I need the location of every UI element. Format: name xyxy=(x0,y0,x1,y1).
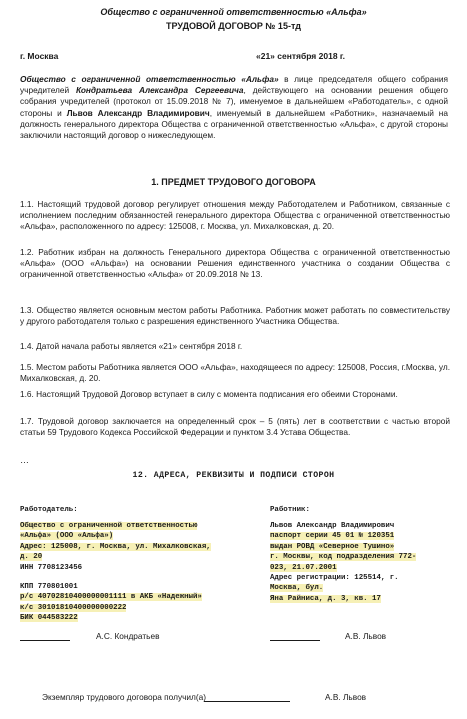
clause-1-3: 1.3. Общество является основным местом работы Работника. Работник может работать по совместительству у другого работодателя только с разрешения единственного Участника Общества. xyxy=(20,305,450,327)
employer-details xyxy=(20,521,260,624)
worker-heading: Работник: xyxy=(270,506,310,514)
clause-1-7: 1.7. Трудовой договор заключается на определенный срок – 5 (пять) лет в соответствии с частью второй статьи 59 Трудового Кодекса Российской Федерации и пунктом 3.4 Устава Общества. xyxy=(20,416,450,438)
employer-signature-line xyxy=(20,640,70,641)
worker-passport-line-3: г. Москвы, код подразделения 772- xyxy=(270,553,417,562)
employer-correspondent-account: к/с 30101810400000000222 xyxy=(20,603,127,612)
preamble-org-name: Общество с ограниченной ответственностью «Альфа» xyxy=(20,74,279,84)
worker-details xyxy=(270,521,450,604)
clause-1-1: 1.1. Настоящий трудовой договор регулирует отношения между Работодателем и Работником, связанные с исполнением последним обязанностей генерального директора Общества с ограниченной ответственностью «Альфа», расположенного по адресу: 125008, г. Москва, ул. Михалковская, д. 20. xyxy=(20,199,450,232)
clause-1-2: 1.2. Работник избран на должность Генерального директора Общества с ограниченной ответственностью «Альфа» (ООО «Альфа») на основании Решения единственного участника о создании Общества с ограниченной ответственностью «Альфа» от 20.09.2018 № 13. xyxy=(20,247,450,280)
worker-name: Львов Александр Владимирович xyxy=(270,522,395,530)
section-1-heading: 1. ПРЕДМЕТ ТРУДОВОГО ДОГОВОРА xyxy=(151,177,316,187)
employer-name-line-1: Общество с ограниченной ответственностью xyxy=(20,522,198,530)
receipt-name: А.В. Львов xyxy=(325,692,367,702)
ellipsis: … xyxy=(20,455,29,465)
worker-signatory-name: А.В. Львов xyxy=(345,631,387,641)
employer-signatory-name: А.С. Кондратьев xyxy=(96,631,160,641)
worker-passport-line-2: выдан РОВД «Северное Тушино» xyxy=(270,542,395,551)
clause-1-6: 1.6. Настоящий Трудовой Договор вступает в силу с момента подписания его обеими Сторонами. xyxy=(20,389,398,399)
employer-name-line-2: «Альфа» (ООО «Альфа») xyxy=(20,532,114,541)
employer-inn: ИНН 7708123456 xyxy=(20,563,83,572)
preamble-text-3: , именуемый в дальнейшем «Работник», назначаемый на должность генерального директора Общества с ограниченной ответственностью «Альфа», с другой стороны заключили настоящий договор о нижеследующем. xyxy=(20,107,448,141)
receipt-signature-line xyxy=(204,701,290,702)
employer-heading: Работодатель: xyxy=(20,506,78,514)
worker-registration-line-2: Москва, бул. xyxy=(270,584,324,593)
organization-title: Общество с ограниченной ответственностью «Альфа» xyxy=(100,7,367,17)
preamble-text-2: , действующего на основании решения общего собрания учредителей (протокол от 15.09.2018 № 7), именуемое в дальнейшем «Работодатель», с одной стороны и xyxy=(20,85,449,118)
worker-registration-line-1: Адрес регистрации: 125514, г. xyxy=(270,574,399,583)
clause-1-4: 1.4. Датой начала работы является «21» сентября 2018 г. xyxy=(20,341,243,351)
document-title: ТРУДОВОЙ ДОГОВОР № 15-тд xyxy=(166,21,301,31)
worker-passport-line-1: паспорт серии 45 01 № 120351 xyxy=(270,532,395,541)
preamble-paragraph xyxy=(20,74,448,141)
worker-passport-line-4: 023, 21.07.2001 xyxy=(270,563,337,572)
clause-1-5: 1.5. Местом работы Работника является ООО «Альфа», находящееся по адресу: 125008, Россия, г.Москва, ул. Михалковская, д. 20. xyxy=(20,362,450,384)
section-12-heading: 12. АДРЕСА, РЕКВИЗИТЫ И ПОДПИСИ СТОРОН xyxy=(132,471,335,480)
preamble-text-1: в лице председателя общего собрания учредителей xyxy=(20,74,449,96)
preamble-worker-name: Львов Александр Владимирович xyxy=(66,107,210,118)
receipt-label: Экземпляр трудового договора получил(а) xyxy=(42,692,207,702)
contract-city: г. Москва xyxy=(20,51,59,61)
preamble-chair-name: Кондратьева Александра Сергеевича xyxy=(76,85,244,96)
worker-signature-line xyxy=(270,640,320,641)
employer-settlement-account: р/с 40702810400000001111 в АКБ «Надежный» xyxy=(20,593,202,602)
employer-address-line-2: д. 20 xyxy=(20,553,43,562)
contract-date: «21» сентября 2018 г. xyxy=(256,51,345,61)
employer-kpp: КПП 770801001 xyxy=(20,583,78,592)
employer-bik: БИК 044583222 xyxy=(20,614,78,623)
worker-registration-line-3: Яна Райниса, д. 3, кв. 17 xyxy=(270,594,381,603)
employer-address-line-1: Адрес: 125008, г. Москва, ул. Михалковская, xyxy=(20,542,211,551)
